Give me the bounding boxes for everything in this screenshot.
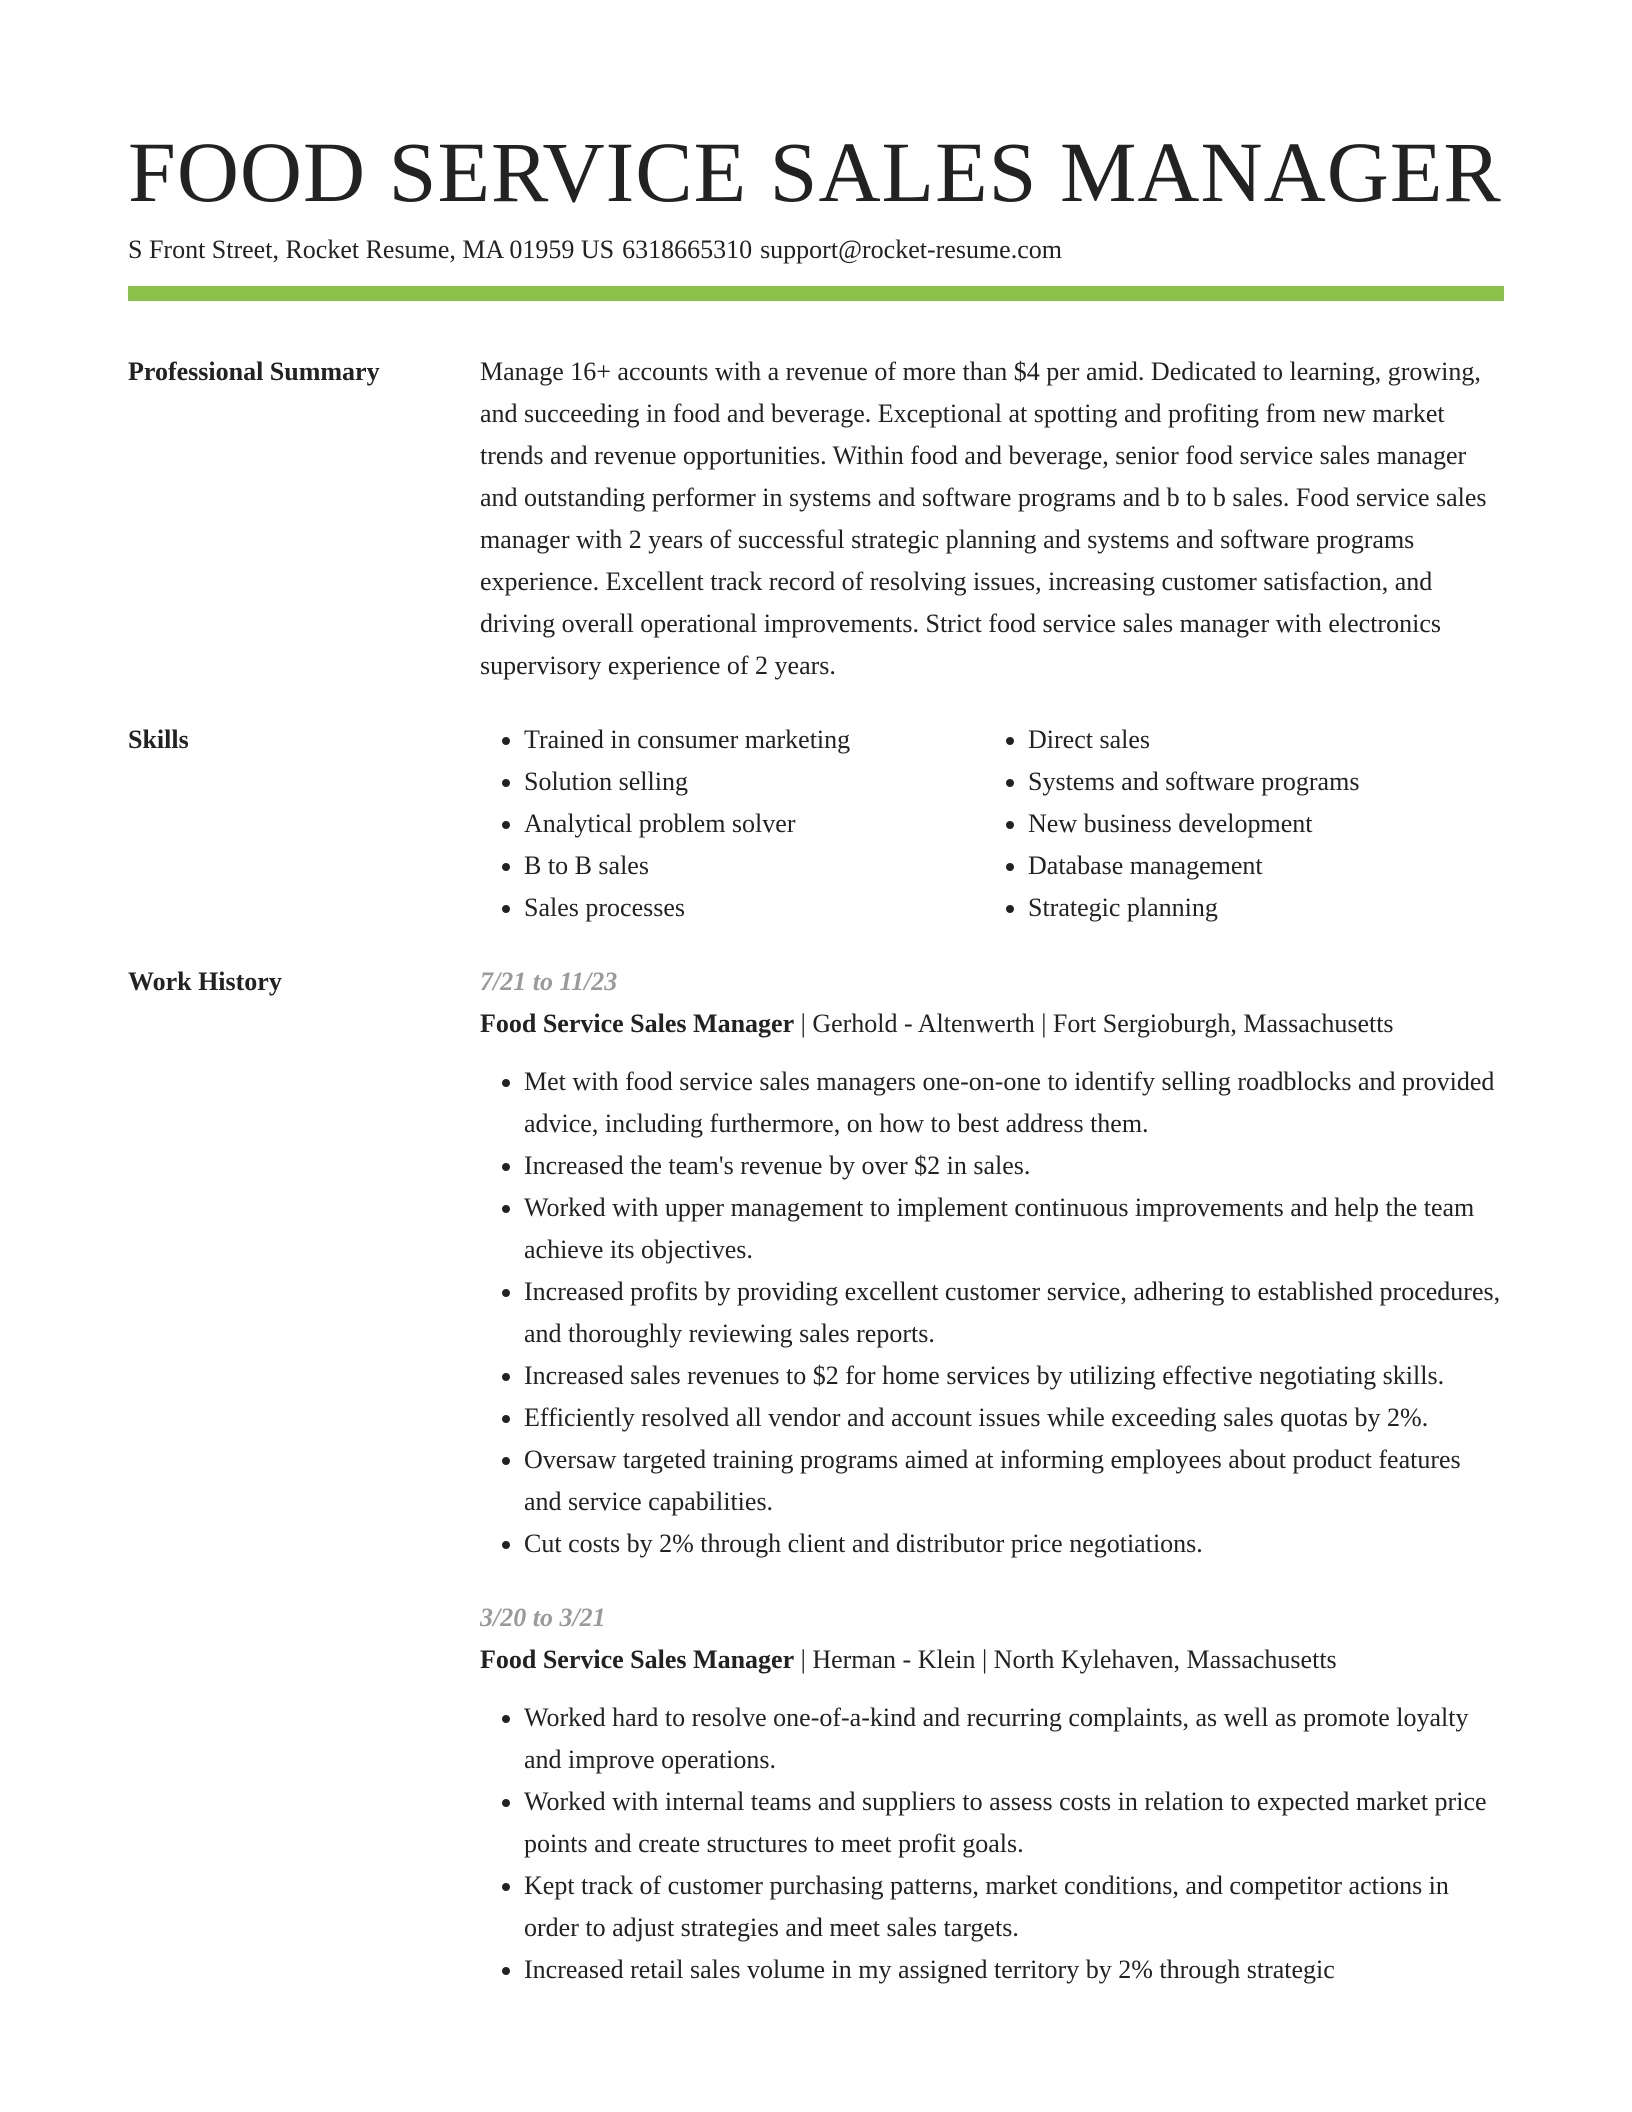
- skills-section: [128, 719, 1504, 929]
- summary-text: Manage 16+ accounts with a revenue of more than $4 per amid. Dedicated to learning, growing, and succeeding in food and beverage. Exceptional at spotting and profiting from new market trends and revenue opportunities. Within food and beverage, senior food service sales manager and outstanding performer in systems and software programs and b to b sales. Food service sales manager with 2 years of successful strategic planning and systems and software programs experience. Excellent track record of resolving issues, increasing customer satisfaction, and driving overall operational improvements. Strict food service sales manager with electronics supervisory experience of 2 years.: [480, 357, 1487, 680]
- job-bullets: [480, 1697, 1504, 1991]
- summary-heading: Professional Summary: [128, 357, 380, 386]
- job-heading: [480, 1639, 1504, 1681]
- job-title: Food Service Sales Manager: [480, 1009, 795, 1038]
- job-bullet: • Worked with internal teams and suppliers to assess costs in relation to expected market price points and create structures to meet profit goals.: [524, 1781, 1504, 1865]
- job-employer: | Herman - Klein | North Kylehaven, Massachusetts: [794, 1645, 1337, 1674]
- skill-item: • B to B sales: [524, 845, 984, 887]
- job-bullet: • Worked hard to resolve one-of-a-kind and recurring complaints, as well as promote loyalty and improve operations.: [524, 1697, 1504, 1781]
- job-bullet: • Increased sales revenues to $2 for home services by utilizing effective negotiating skills.: [524, 1355, 1504, 1397]
- contact-address: S Front Street, Rocket Resume, MA 01959 US: [128, 235, 615, 264]
- job-bullet: • Increased the team's revenue by over $2 in sales.: [524, 1145, 1504, 1187]
- resume-page: [128, 0, 1504, 1991]
- contact-phone: 6318665310: [622, 235, 753, 264]
- resume-name: FOOD SERVICE SALES MANAGER: [128, 124, 1502, 220]
- skill-item: • Trained in consumer marketing: [524, 719, 984, 761]
- job-bullet: • Increased retail sales volume in my assigned territory by 2% through strategic: [524, 1949, 1504, 1991]
- job-dates: 3/20 to 3/21: [480, 1603, 606, 1632]
- skill-item: • New business development: [1028, 803, 1488, 845]
- header-divider: [128, 286, 1504, 301]
- contact-email: support@rocket-resume.com: [760, 235, 1062, 264]
- contact-line: [128, 234, 1504, 266]
- job-entry: [480, 961, 1504, 1565]
- skill-item: • Strategic planning: [1028, 887, 1488, 929]
- skill-item: • Solution selling: [524, 761, 984, 803]
- skill-item: • Sales processes: [524, 887, 984, 929]
- job-employer: | Gerhold - Altenwerth | Fort Sergioburgh, Massachusetts: [794, 1009, 1394, 1038]
- job-bullet: • Efficiently resolved all vendor and account issues while exceeding sales quotas by 2%.: [524, 1397, 1504, 1439]
- work-history-section: [128, 961, 1504, 1991]
- job-entry: [480, 1597, 1504, 1991]
- job-bullet: • Oversaw targeted training programs aimed at informing employees about product features and service capabilities.: [524, 1439, 1504, 1523]
- job-bullet: • Met with food service sales managers one-on-one to identify selling roadblocks and provided advice, including furthermore, on how to best address them.: [524, 1061, 1504, 1145]
- skills-heading: Skills: [128, 725, 189, 754]
- job-dates: 7/21 to 11/23: [480, 967, 618, 996]
- job-bullet: • Cut costs by 2% through client and distributor price negotiations.: [524, 1523, 1504, 1565]
- skill-item: • Systems and software programs: [1028, 761, 1488, 803]
- skills-list-right: [984, 719, 1488, 929]
- job-title: Food Service Sales Manager: [480, 1645, 795, 1674]
- summary-section: [128, 351, 1504, 687]
- job-bullet: • Increased profits by providing excellent customer service, adhering to established procedures, and thoroughly reviewing sales reports.: [524, 1271, 1504, 1355]
- skill-item: • Analytical problem solver: [524, 803, 984, 845]
- skill-item: • Direct sales: [1028, 719, 1488, 761]
- job-bullets: [480, 1061, 1504, 1565]
- skills-list-left: [480, 719, 984, 929]
- job-heading: [480, 1003, 1504, 1045]
- skill-item: • Database management: [1028, 845, 1488, 887]
- job-bullet: • Worked with upper management to implement continuous improvements and help the team achieve its objectives.: [524, 1187, 1504, 1271]
- work-history-heading: Work History: [128, 967, 282, 996]
- job-bullet: • Kept track of customer purchasing patterns, market conditions, and competitor actions in order to adjust strategies and meet sales targets.: [524, 1865, 1504, 1949]
